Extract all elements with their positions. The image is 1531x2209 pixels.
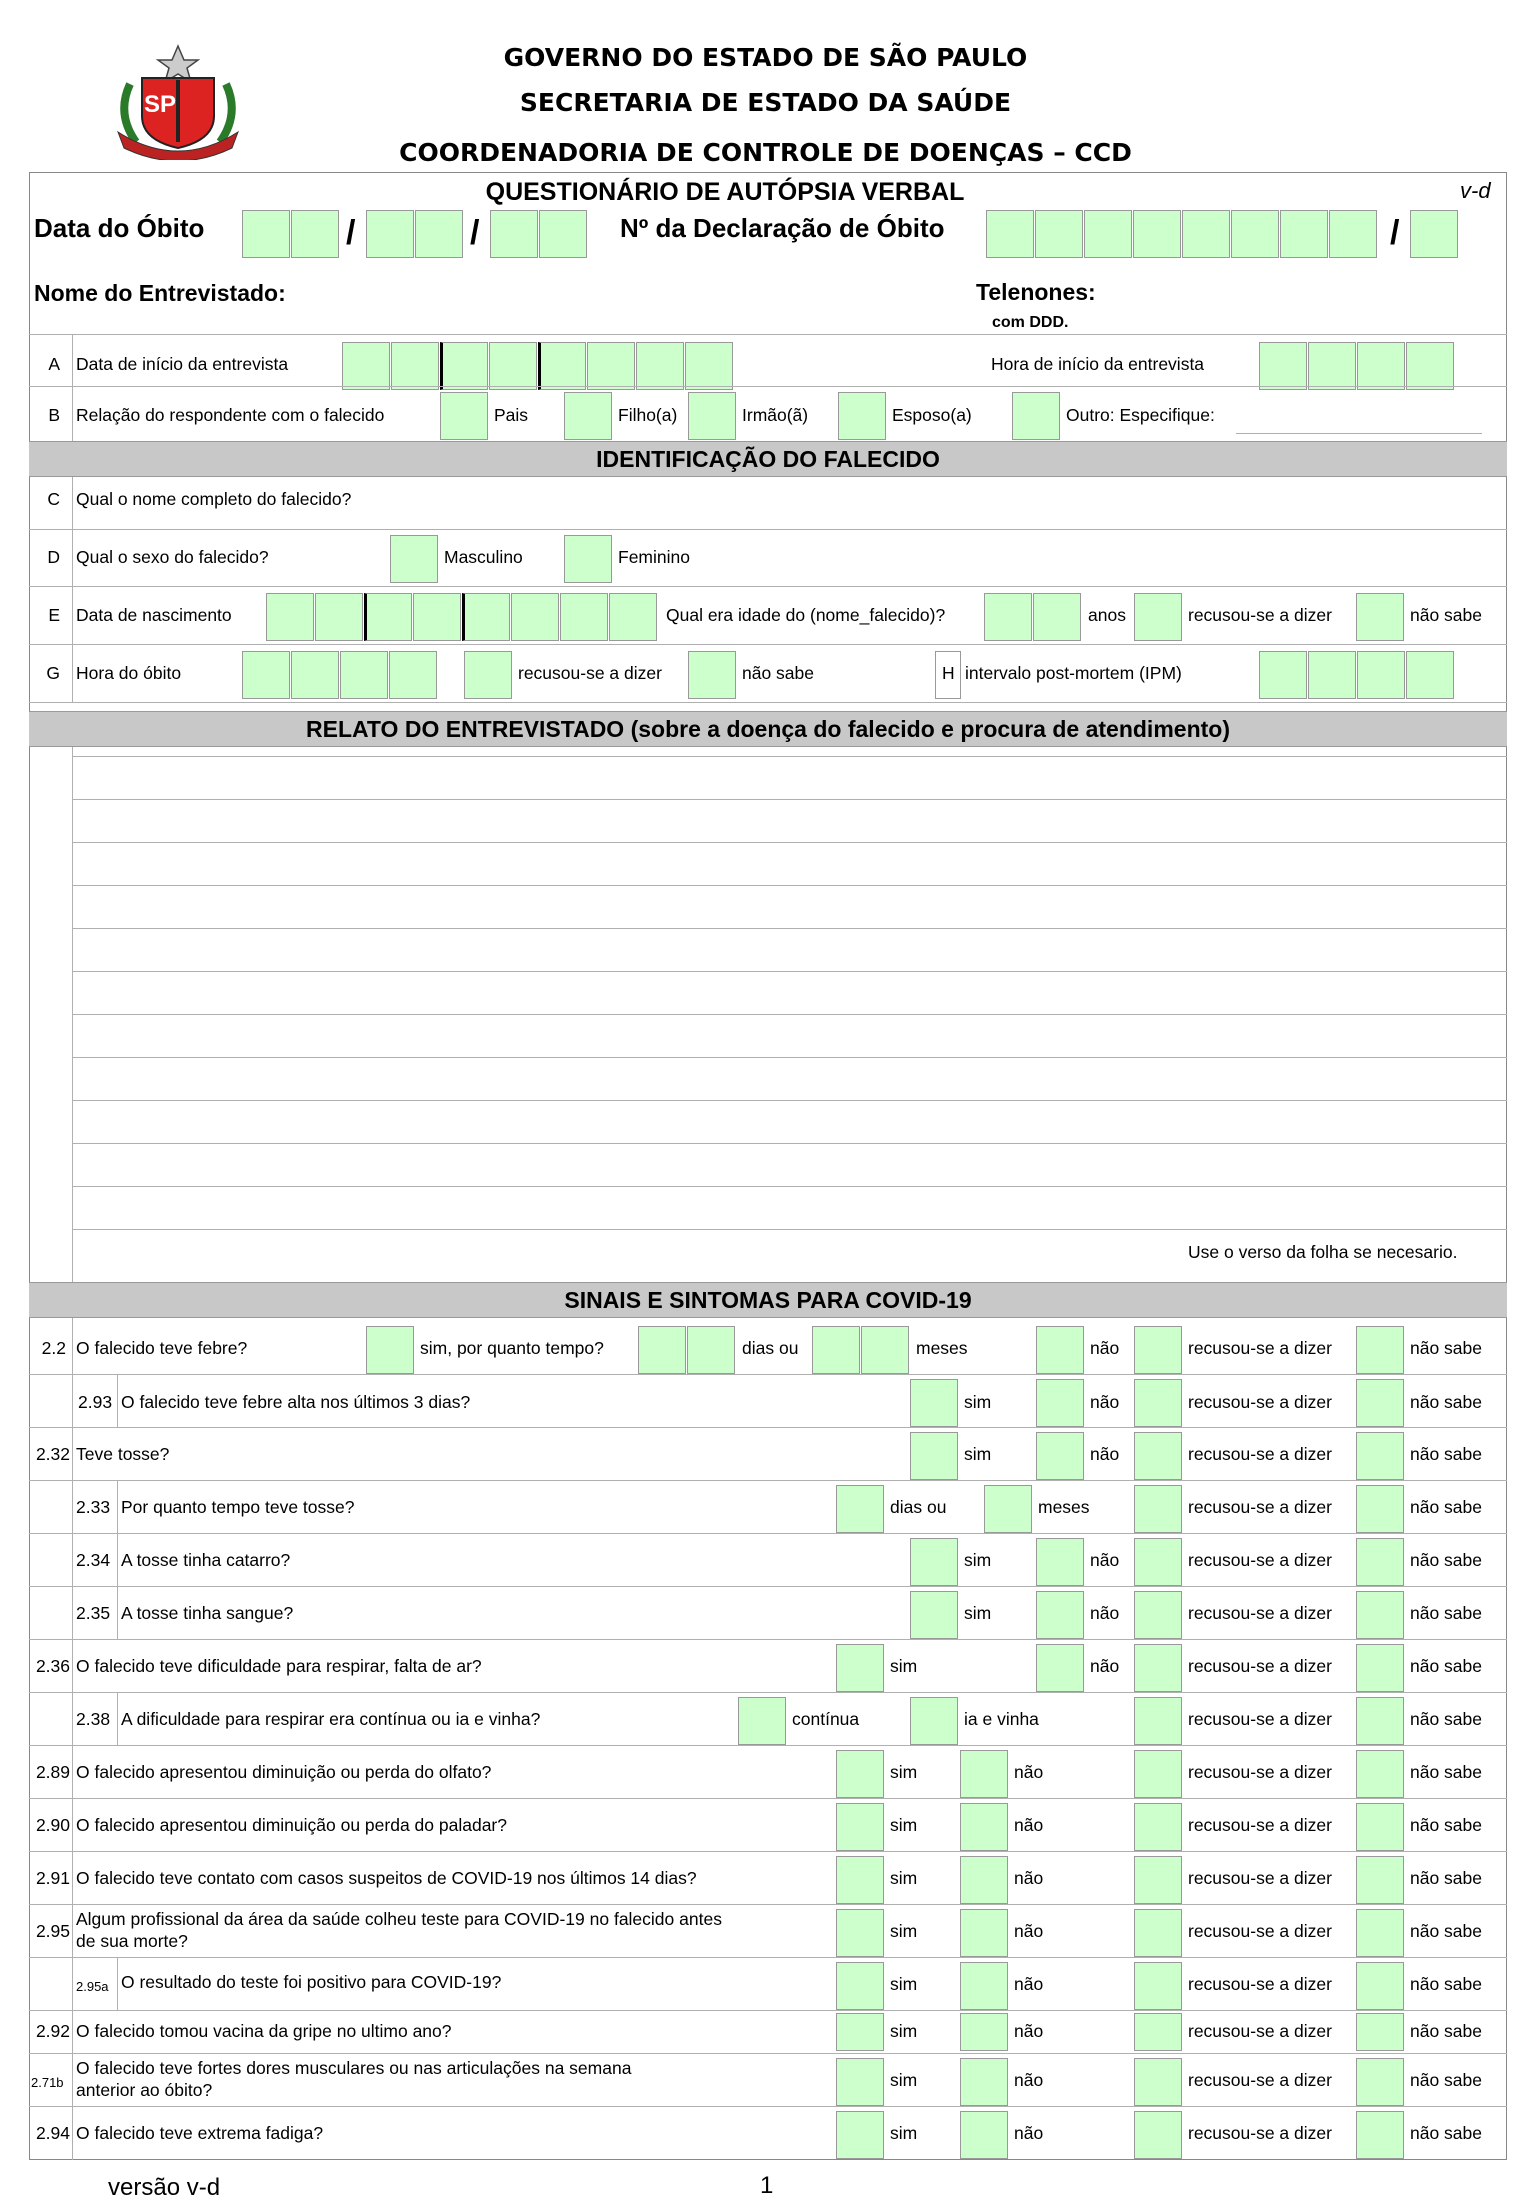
ipm-digit[interactable] [1308,651,1356,699]
q291-label: O falecido teve contato com casos suspeitos de COVID-19 nos últimos 14 dias? [76,1868,697,1888]
nascimento-month[interactable] [364,593,412,641]
sim-label: sim [964,1392,992,1412]
nao-sabe-label: não sabe [1410,1868,1483,1888]
q294-recusou-checkbox[interactable] [1134,2111,1182,2159]
nao-label: não [1014,1815,1044,1835]
nao-label: não [1014,1868,1044,1888]
seal-letter-s: SP [143,91,177,118]
hora-inicio-digit[interactable] [1259,342,1307,390]
sim-label: sim [964,1550,992,1570]
sim-label: sim [890,1762,918,1782]
recusou-label: recusou-se a dizer [1188,1444,1332,1464]
nao-sabe-label: não sabe [1410,1974,1483,1994]
q22-label: O falecido teve febre? [76,1338,248,1358]
row-code: H [942,663,955,683]
q271b-nao-sabe-checkbox[interactable] [1356,2058,1404,2106]
q293-nao-sabe-checkbox[interactable] [1356,1379,1404,1427]
q236-nao-checkbox[interactable] [1036,1644,1084,1692]
nascimento-month[interactable] [413,593,461,641]
declaracao-digit[interactable] [1231,210,1279,258]
slash: / [470,214,480,252]
recusou-label: recusou-se a dizer [1188,1392,1332,1412]
obito-day-1[interactable] [242,210,290,258]
nao-label: não [1090,1603,1120,1623]
entrevista-date-year[interactable] [538,342,586,390]
sim-label: sim [890,2021,918,2041]
header-line-1: GOVERNO DO ESTADO DE SÃO PAULO [503,43,1028,72]
entrevista-date-day[interactable] [342,342,390,390]
outro-especifique-line[interactable] [1236,433,1482,434]
q232-recusou-checkbox[interactable] [1134,1432,1182,1480]
slash: / [346,214,356,252]
q-code: 2.34 [76,1550,111,1570]
q238-continua-checkbox[interactable] [738,1697,786,1745]
q236-label: O falecido teve dificuldade para respirar, falta de ar? [76,1656,482,1676]
nascimento-day[interactable] [266,593,314,641]
row-d-label: Qual o sexo do falecido? [76,547,269,567]
obito-month-2[interactable] [415,210,463,258]
declaracao-digit[interactable] [1280,210,1328,258]
relacao-irmao-checkbox[interactable] [688,392,736,440]
q-code: 2.36 [35,1656,70,1676]
section-identificacao-title: IDENTIFICAÇÃO DO FALECIDO [29,441,1507,477]
nao-sabe-label: não sabe [742,663,815,683]
q233-meses-label: meses [1038,1497,1090,1517]
q271b-label-line1: O falecido teve fortes dores musculares ou nas articulações na semana [76,2058,632,2078]
q236-sim-checkbox[interactable] [836,1644,884,1692]
ipm-digit[interactable] [1357,651,1405,699]
q-code: 2.35 [76,1603,111,1623]
q233-nao-sabe-checkbox[interactable] [1356,1485,1404,1533]
q289-recusou-checkbox[interactable] [1134,1750,1182,1798]
q293-label: O falecido teve febre alta nos últimos 3 dias? [121,1392,471,1412]
q234-recusou-checkbox[interactable] [1134,1538,1182,1586]
q271b-nao-checkbox[interactable] [960,2058,1008,2106]
q295a-recusou-checkbox[interactable] [1134,1962,1182,2010]
q289-nao-checkbox[interactable] [960,1750,1008,1798]
q292-sim-checkbox[interactable] [836,2013,884,2051]
q235-recusou-checkbox[interactable] [1134,1591,1182,1639]
row-b-label: Relação do respondente com o falecido [76,405,385,425]
nao-sabe-label: não sabe [1410,1497,1483,1517]
entrevista-date-month[interactable] [489,342,537,390]
sexo-masculino-checkbox[interactable] [390,535,438,583]
relacao-pais-label: Pais [494,405,529,425]
relacao-outro-label: Outro: Especifique: [1066,405,1215,425]
nao-sabe-label: não sabe [1410,1656,1483,1676]
idade-nao-sabe-checkbox[interactable] [1356,593,1404,641]
q22-meses-digit[interactable] [861,1326,909,1374]
q232-sim-checkbox[interactable] [910,1432,958,1480]
recusou-label: recusou-se a dizer [1188,1656,1332,1676]
nao-label: não [1090,1550,1120,1570]
nao-sabe-label: não sabe [1410,1815,1483,1835]
q232-nao-sabe-checkbox[interactable] [1356,1432,1404,1480]
q291-recusou-checkbox[interactable] [1134,1856,1182,1904]
q294-sim-checkbox[interactable] [836,2111,884,2159]
q234-nao-checkbox[interactable] [1036,1538,1084,1586]
relacao-irmao-label: Irmão(ã) [742,405,809,425]
q-code: 2.95a [76,1979,109,1994]
continua-label: contínua [792,1709,860,1729]
declaracao-check-digit[interactable] [1410,210,1458,258]
q295a-sim-checkbox[interactable] [836,1962,884,2010]
relato-note: Use o verso da folha se necesario. [1188,1242,1458,1262]
q238-nao-sabe-checkbox[interactable] [1356,1697,1404,1745]
hora-obito-digit[interactable] [291,651,339,699]
q271b-sim-checkbox[interactable] [836,2058,884,2106]
row-code: C [47,489,60,509]
nao-label: não [1014,1921,1044,1941]
q292-recusou-checkbox[interactable] [1134,2013,1182,2051]
q-code: 2.90 [35,1815,70,1835]
sexo-masculino-label: Masculino [444,547,523,567]
footer-version: versão v-d [108,2174,221,2201]
row-code: D [47,547,60,567]
nao-label: não [1014,1974,1044,1994]
anos-label: anos [1088,605,1126,625]
relacao-filho-label: Filho(a) [618,405,678,425]
sim-label: sim [964,1603,992,1623]
recusou-label: recusou-se a dizer [1188,1709,1332,1729]
idade-digit[interactable] [1033,593,1081,641]
recusou-label: recusou-se a dizer [1188,1974,1332,1994]
entrevista-date-day[interactable] [391,342,439,390]
relacao-filho-checkbox[interactable] [564,392,612,440]
q295-sim-checkbox[interactable] [836,1909,884,1957]
sim-label: sim [890,1815,918,1835]
sim-label: sim [890,1974,918,1994]
q290-sim-checkbox[interactable] [836,1803,884,1851]
recusou-label: recusou-se a dizer [1188,1762,1332,1782]
entrevista-date-year[interactable] [636,342,684,390]
recusou-label: recusou-se a dizer [1188,605,1332,625]
slash: / [1390,214,1400,252]
recusou-label: recusou-se a dizer [1188,1868,1332,1888]
q-code: 2.95 [35,1921,70,1941]
q294-label: O falecido teve extrema fadiga? [76,2123,324,2143]
q-code: 2.2 [41,1338,66,1358]
row-code: A [48,354,60,374]
q-code: 2.32 [35,1444,70,1464]
row-code: G [46,663,60,683]
q295a-nao-sabe-checkbox[interactable] [1356,1962,1404,2010]
nao-label: não [1014,1762,1044,1782]
nao-label: não [1090,1338,1120,1358]
q238-label: A dificuldade para respirar era contínua ou ia e vinha? [121,1709,541,1729]
entrevista-date-month[interactable] [440,342,488,390]
q22-sim-checkbox[interactable] [366,1326,414,1374]
q290-nao-sabe-checkbox[interactable] [1356,1803,1404,1851]
nao-label: não [1090,1656,1120,1676]
q295-nao-checkbox[interactable] [960,1909,1008,1957]
relacao-esposo-label: Esposo(a) [892,405,972,425]
nao-label: não [1090,1444,1120,1464]
q22-nao-sabe-checkbox[interactable] [1356,1326,1404,1374]
nao-sabe-label: não sabe [1410,1709,1483,1729]
sim-label: sim [890,2070,918,2090]
row-g-label: Hora do óbito [76,663,182,683]
obito-year-1[interactable] [490,210,538,258]
relacao-outro-checkbox[interactable] [1012,392,1060,440]
nao-label: não [1014,2021,1044,2041]
q294-nao-checkbox[interactable] [960,2111,1008,2159]
declaracao-digit[interactable] [1084,210,1132,258]
hora-obito-digit[interactable] [340,651,388,699]
page-number: 1 [760,2172,774,2199]
sim-label: sim [964,1444,992,1464]
q-code: 2.71b [31,2075,64,2090]
hora-inicio-digit[interactable] [1357,342,1405,390]
q-code: 2.89 [35,1762,70,1782]
declaracao-digit[interactable] [1329,210,1377,258]
q289-sim-checkbox[interactable] [836,1750,884,1798]
section-relato-title: RELATO DO ENTREVISTADO (sobre a doença do falecido e procura de atendimento) [29,711,1507,747]
version-tag: v-d [1460,178,1491,203]
hora-inicio-digit[interactable] [1308,342,1356,390]
q292-nao-checkbox[interactable] [960,2013,1008,2051]
q-code: 2.38 [76,1709,111,1729]
recusou-label: recusou-se a dizer [1188,1550,1332,1570]
q295-nao-sabe-checkbox[interactable] [1356,1909,1404,1957]
nao-label: não [1014,2070,1044,2090]
obito-month-1[interactable] [366,210,414,258]
iaevinha-label: ia e vinha [964,1709,1039,1729]
sexo-feminino-checkbox[interactable] [564,535,612,583]
declaracao-digit[interactable] [1035,210,1083,258]
sim-label: sim [890,1868,918,1888]
row-code: B [48,405,60,425]
obito-day-2[interactable] [291,210,339,258]
q289-nao-sabe-checkbox[interactable] [1356,1750,1404,1798]
q271b-recusou-checkbox[interactable] [1134,2058,1182,2106]
q271b-label-line2: anterior ao óbito? [76,2080,213,2100]
hora-obito-digit[interactable] [242,651,290,699]
nao-sabe-label: não sabe [1410,1444,1483,1464]
nao-label: não [1090,1392,1120,1412]
idade-recusou-checkbox[interactable] [1134,593,1182,641]
form-title: QUESTIONÁRIO DE AUTÓPSIA VERBAL [485,178,965,206]
q233-label: Por quanto tempo teve tosse? [121,1497,355,1517]
ipm-digit[interactable] [1259,651,1307,699]
q238-recusou-checkbox[interactable] [1134,1697,1182,1745]
entrevista-date-year[interactable] [587,342,635,390]
nao-sabe-label: não sabe [1410,2123,1483,2143]
q22-recusou-checkbox[interactable] [1134,1326,1182,1374]
q289-label: O falecido apresentou diminuição ou perda do olfato? [76,1762,492,1782]
q294-nao-sabe-checkbox[interactable] [1356,2111,1404,2159]
q295-label-line1: Algum profissional da área da saúde colheu teste para COVID-19 no falecido antes [76,1909,722,1929]
q22-dias-digit[interactable] [638,1326,686,1374]
q22-meses-digit[interactable] [812,1326,860,1374]
q22-nao-checkbox[interactable] [1036,1326,1084,1374]
q291-nao-checkbox[interactable] [960,1856,1008,1904]
q292-label: O falecido tomou vacina da gripe no ultimo ano? [76,2021,452,2041]
recusou-label: recusou-se a dizer [1188,2123,1332,2143]
q-code: 2.93 [78,1392,113,1412]
q233-dias-label: dias ou [890,1497,947,1517]
recusou-label: recusou-se a dizer [1188,1815,1332,1835]
nao-sabe-label: não sabe [1410,1762,1483,1782]
q234-sim-checkbox[interactable] [910,1538,958,1586]
q22-sim-label: sim, por quanto tempo? [420,1338,604,1358]
q233-recusou-checkbox[interactable] [1134,1485,1182,1533]
row-a-label: Data de início da entrevista [76,354,289,374]
nao-sabe-label: não sabe [1410,2070,1483,2090]
recusou-label: recusou-se a dizer [518,663,662,683]
sim-label: sim [890,2123,918,2143]
nao-sabe-label: não sabe [1410,1392,1483,1412]
q22-dias-digit[interactable] [687,1326,735,1374]
hora-obito-digit[interactable] [389,651,437,699]
nascimento-year[interactable] [511,593,559,641]
row-e-label: Data de nascimento [76,605,232,625]
relacao-esposo-checkbox[interactable] [838,392,886,440]
nao-label: não [1014,2123,1044,2143]
q233-dias-checkbox[interactable] [836,1485,884,1533]
hora-obito-recusou-checkbox[interactable] [464,651,512,699]
declaracao-digit[interactable] [1133,210,1181,258]
section-sinais-title: SINAIS E SINTOMAS PARA COVID-19 [29,1282,1507,1318]
q238-iaevinha-checkbox[interactable] [910,1697,958,1745]
q235-sim-checkbox[interactable] [910,1591,958,1639]
ipm-label: intervalo post-mortem (IPM) [965,663,1182,683]
row-c-label: Qual o nome completo do falecido? [76,489,352,509]
nome-entrevistado-label: Nome do Entrevistado: [34,280,286,306]
recusou-label: recusou-se a dizer [1188,1921,1332,1941]
sexo-feminino-label: Feminino [618,547,690,567]
nao-sabe-label: não sabe [1410,2021,1483,2041]
obito-year-2[interactable] [539,210,587,258]
declaracao-digit[interactable] [986,210,1034,258]
q-code: 2.94 [35,2123,70,2143]
nao-sabe-label: não sabe [1410,605,1483,625]
q-code: 2.33 [76,1497,111,1517]
ipm-digit[interactable] [1406,651,1454,699]
relato-text-area[interactable] [72,756,1507,1281]
header-line-3: COORDENADORIA DE CONTROLE DE DOENÇAS – CCD [399,138,1132,167]
nao-sabe-label: não sabe [1410,1603,1483,1623]
entrevista-date-year[interactable] [685,342,733,390]
q232-label: Teve tosse? [76,1444,170,1464]
q22-meses-label: meses [916,1338,968,1358]
telefones-label: Telenones: [976,279,1096,305]
q236-nao-sabe-checkbox[interactable] [1356,1644,1404,1692]
declaracao-digit[interactable] [1182,210,1230,258]
data-obito-label: Data do Óbito [34,213,205,243]
nascimento-year[interactable] [560,593,608,641]
nascimento-year[interactable] [462,593,510,641]
q-code: 2.91 [35,1868,70,1888]
q291-nao-sabe-checkbox[interactable] [1356,1856,1404,1904]
nascimento-day[interactable] [315,593,363,641]
row-code: E [48,605,60,625]
recusou-label: recusou-se a dizer [1188,1338,1332,1358]
nascimento-year[interactable] [609,593,657,641]
header-line-2: SECRETARIA DE ESTADO DA SAÚDE [519,88,1012,117]
recusou-label: recusou-se a dizer [1188,2070,1332,2090]
hora-inicio-digit[interactable] [1406,342,1454,390]
q233-meses-checkbox[interactable] [984,1485,1032,1533]
q236-recusou-checkbox[interactable] [1134,1644,1182,1692]
q235-nao-checkbox[interactable] [1036,1591,1084,1639]
q235-label: A tosse tinha sangue? [121,1603,294,1623]
q295a-label: O resultado do teste foi positivo para COVID-19? [121,1972,502,1992]
q293-nao-checkbox[interactable] [1036,1379,1084,1427]
q290-label: O falecido apresentou diminuição ou perda do paladar? [76,1815,507,1835]
q295-recusou-checkbox[interactable] [1134,1909,1182,1957]
q295-label-line2: de sua morte? [76,1931,188,1951]
q22-dias-label: dias ou [742,1338,799,1358]
q290-recusou-checkbox[interactable] [1134,1803,1182,1851]
recusou-label: recusou-se a dizer [1188,2021,1332,2041]
recusou-label: recusou-se a dizer [1188,1497,1332,1517]
q-code: 2.92 [35,2021,70,2041]
idade-digit[interactable] [984,593,1032,641]
sim-label: sim [890,1921,918,1941]
q295a-nao-checkbox[interactable] [960,1962,1008,2010]
q293-recusou-checkbox[interactable] [1134,1379,1182,1427]
idade-label: Qual era idade do (nome_falecido)? [666,605,946,625]
q292-nao-sabe-checkbox[interactable] [1356,2013,1404,2051]
sim-label: sim [890,1656,918,1676]
q290-nao-checkbox[interactable] [960,1803,1008,1851]
relacao-pais-checkbox[interactable] [440,392,488,440]
q235-nao-sabe-checkbox[interactable] [1356,1591,1404,1639]
hora-inicio-label: Hora de início da entrevista [991,354,1205,374]
recusou-label: recusou-se a dizer [1188,1603,1332,1623]
q293-sim-checkbox[interactable] [910,1379,958,1427]
q234-nao-sabe-checkbox[interactable] [1356,1538,1404,1586]
q234-label: A tosse tinha catarro? [121,1550,291,1570]
q291-sim-checkbox[interactable] [836,1856,884,1904]
q232-nao-checkbox[interactable] [1036,1432,1084,1480]
com-ddd-label: com DDD. [992,314,1069,331]
nao-sabe-label: não sabe [1410,1338,1483,1358]
nao-sabe-label: não sabe [1410,1921,1483,1941]
declaracao-label: Nº da Declaração de Óbito [620,213,945,243]
nao-sabe-label: não sabe [1410,1550,1483,1570]
hora-obito-nao-sabe-checkbox[interactable] [688,651,736,699]
